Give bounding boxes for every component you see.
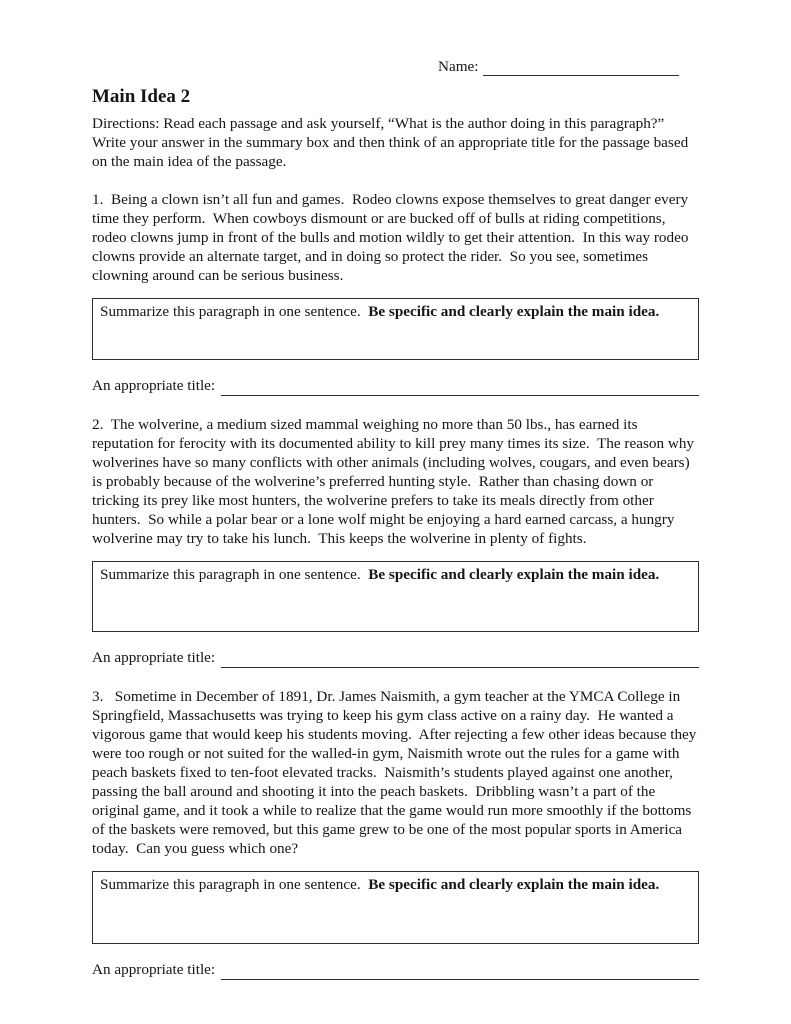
title-row-3 — [92, 960, 699, 980]
name-row — [438, 57, 699, 76]
summary-prompt-2 — [100, 565, 691, 585]
summary-answer-area-2[interactable] — [100, 585, 691, 631]
name-label: Name: — [438, 58, 479, 75]
summary-answer-area-1[interactable] — [100, 322, 691, 359]
summary-prompt-emphasis: Be specific and clearly explain the main idea. — [368, 566, 660, 583]
appropriate-title-label-3: An appropriate title: — [92, 961, 216, 978]
title-blank-line-2[interactable] — [221, 651, 699, 668]
summary-prompt-text: Summarize this paragraph in one sentence. — [100, 566, 369, 583]
title-blank-line-3[interactable] — [221, 963, 699, 980]
directions-text: Directions: Read each passage and ask yourself, “What is the author doing in this paragraph?” Write your answer in the summary box and then think of an appropriate title for the passage based on the main idea of the passage. — [92, 115, 692, 170]
page-title: Main Idea 2 — [92, 86, 191, 107]
summary-prompt-3 — [100, 875, 691, 895]
summary-box-1 — [92, 298, 699, 360]
exercise-2 — [92, 415, 699, 668]
exercise-1 — [92, 190, 699, 396]
summary-prompt-1 — [100, 302, 691, 322]
title-row-2 — [92, 648, 699, 668]
passage-3-text: 3. Sometime in December of 1891, Dr. James Naismith, a gym teacher at the YMCA College in Springfield, Massachusetts was trying to keep his gym class active on a rainy day. He wanted a vigorous game that would keep his students moving. After rejecting a few other ideas because they were too rough or not suited for the walled-in gym, Naismith wrote out the rules for a game with peach baskets fixed to ten-foot elevated tracks. Naismith’s students played against one another, passing the ball around and shooting it into the peach baskets. Dribbling wasn’t a part of the original game, and it took a while to realize that the game would run more smoothly if the bottoms of the baskets were removed, but this game grew to be one of the most popular sports in America today. Can you guess which one? — [92, 688, 701, 857]
passage-2-text: 2. The wolverine, a medium sized mammal weighing no more than 50 lbs., has earned its reputation for ferocity with its documented ability to kill prey many times its size. The reason why wolverines have so many conflicts with other animals (including wolves, cougars, and even bears) is probably because of the wolverine’s preferred hunting style. Rather than chasing down or tricking its prey like most hunters, the wolverine prefers to take its meals directly from other hunters. So while a polar bear or a lone wolf might be enjoying a hard earned carcass, a hungry wolverine may try to take his lunch. This keeps the wolverine in plenty of fights. — [92, 416, 698, 547]
passage-1-text: 1. Being a clown isn’t all fun and games. Rodeo clowns expose themselves to great danger every time they perform. When cowboys dismount or are bucked off of bulls at riding competitions, rodeo clowns jump in front of the bulls and motion wildly to get their attention. In this way rodeo clowns provide an alternate target, and in doing so protect the rider. So you see, sometimes clowning around can be serious business. — [92, 191, 693, 284]
summary-prompt-emphasis: Be specific and clearly explain the main idea. — [368, 303, 660, 320]
summary-answer-area-3[interactable] — [100, 895, 691, 943]
summary-prompt-text: Summarize this paragraph in one sentence. — [100, 876, 369, 893]
summary-prompt-text: Summarize this paragraph in one sentence. — [100, 303, 369, 320]
summary-box-3 — [92, 871, 699, 944]
summary-prompt-emphasis: Be specific and clearly explain the main idea. — [368, 876, 660, 893]
title-row-1 — [92, 376, 699, 396]
exercise-3 — [92, 687, 699, 980]
appropriate-title-label-2: An appropriate title: — [92, 649, 216, 666]
summary-box-2 — [92, 561, 699, 632]
title-blank-line-1[interactable] — [221, 379, 699, 396]
name-blank-line[interactable] — [483, 59, 679, 76]
appropriate-title-label-1: An appropriate title: — [92, 377, 216, 394]
